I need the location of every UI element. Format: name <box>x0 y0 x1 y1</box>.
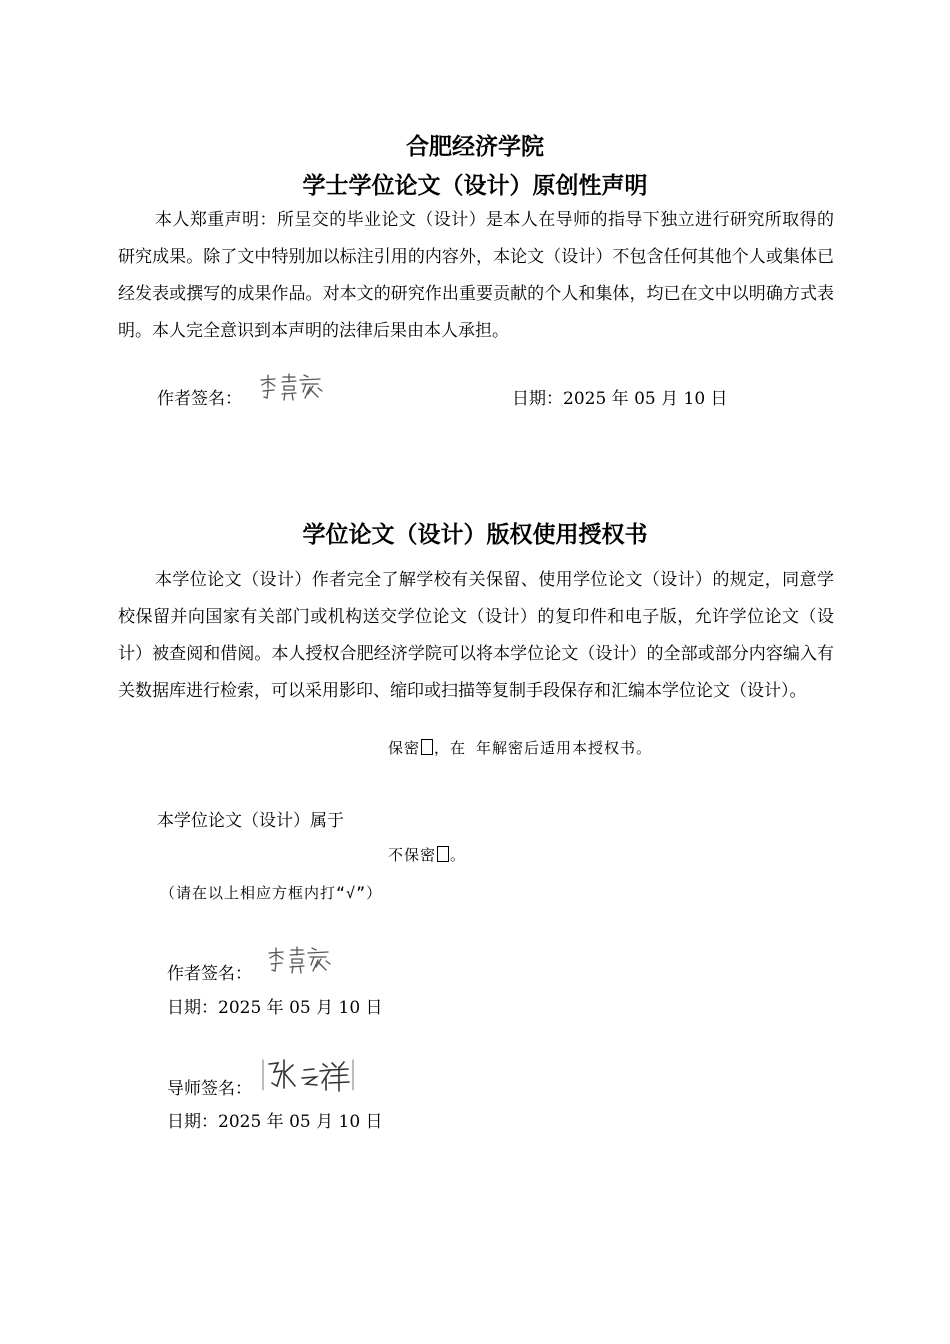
checkbox-instruction: （请在以上相应方框内打“√”） <box>160 884 383 902</box>
not-confidential-label: 不保密 <box>388 846 437 864</box>
declaration-paragraph: 本人郑重声明：所呈交的毕业论文（设计）是本人在导师的指导下独立进行研究所取得的研究成果。除了文中特别加以标注引用的内容外，本论文（设计）不包含任何其他个人或集体已经发表或撰写的成果作品。对本文的研究作出重要贡献的个人和集体，均已在文中以明确方式表明。本人完全意识到本声明的法律后果由本人承担。 <box>118 210 834 341</box>
confidential-label: 保密 <box>388 739 421 757</box>
author-signature-label: 作者签名： <box>157 389 242 409</box>
not-confidential-suffix: 。 <box>450 846 467 864</box>
author-signature-label-2: 作者签名： <box>167 964 252 984</box>
declaration-date: 日期：2025 年 05 月 10 日 <box>512 389 728 409</box>
confidential-checkbox[interactable] <box>421 739 433 755</box>
authorization-title: 学位论文（设计）版权使用授权书 <box>302 521 648 548</box>
advisor-date: 日期：2025 年 05 月 10 日 <box>167 1112 383 1132</box>
advisor-signature-image <box>260 1056 358 1094</box>
authorization-paragraph: 本学位论文（设计）作者完全了解学校有关保留、使用学位论文（设计）的规定，同意学校保留并向国家有关部门或机构送交学位论文（设计）的复印件和电子版，允许学位论文（设计）被查阅和借阅。本人授权合肥经济学院可以将本学位论文（设计）的全部或部分内容编入有关数据库进行检索，可以采用影印、缩印或扫描等复制手段保存和汇编本学位论文（设计）。 <box>118 570 834 701</box>
confidential-option <box>388 737 652 758</box>
school-name: 合肥经济学院 <box>406 133 544 160</box>
author-date: 日期：2025 年 05 月 10 日 <box>167 998 383 1018</box>
author-signature-image <box>258 372 328 404</box>
confidential-suffix: ，在 年解密后适用本授权书。 <box>434 739 653 757</box>
not-confidential-checkbox[interactable] <box>437 846 449 862</box>
declaration-body <box>118 202 834 350</box>
belongs-to-label: 本学位论文（设计）属于 <box>157 811 344 831</box>
authorization-body <box>118 562 834 710</box>
author-signature-image-2 <box>266 945 336 977</box>
advisor-signature-label: 导师签名： <box>167 1079 252 1099</box>
not-confidential-option <box>388 844 466 865</box>
declaration-title: 学士学位论文（设计）原创性声明 <box>302 172 648 199</box>
